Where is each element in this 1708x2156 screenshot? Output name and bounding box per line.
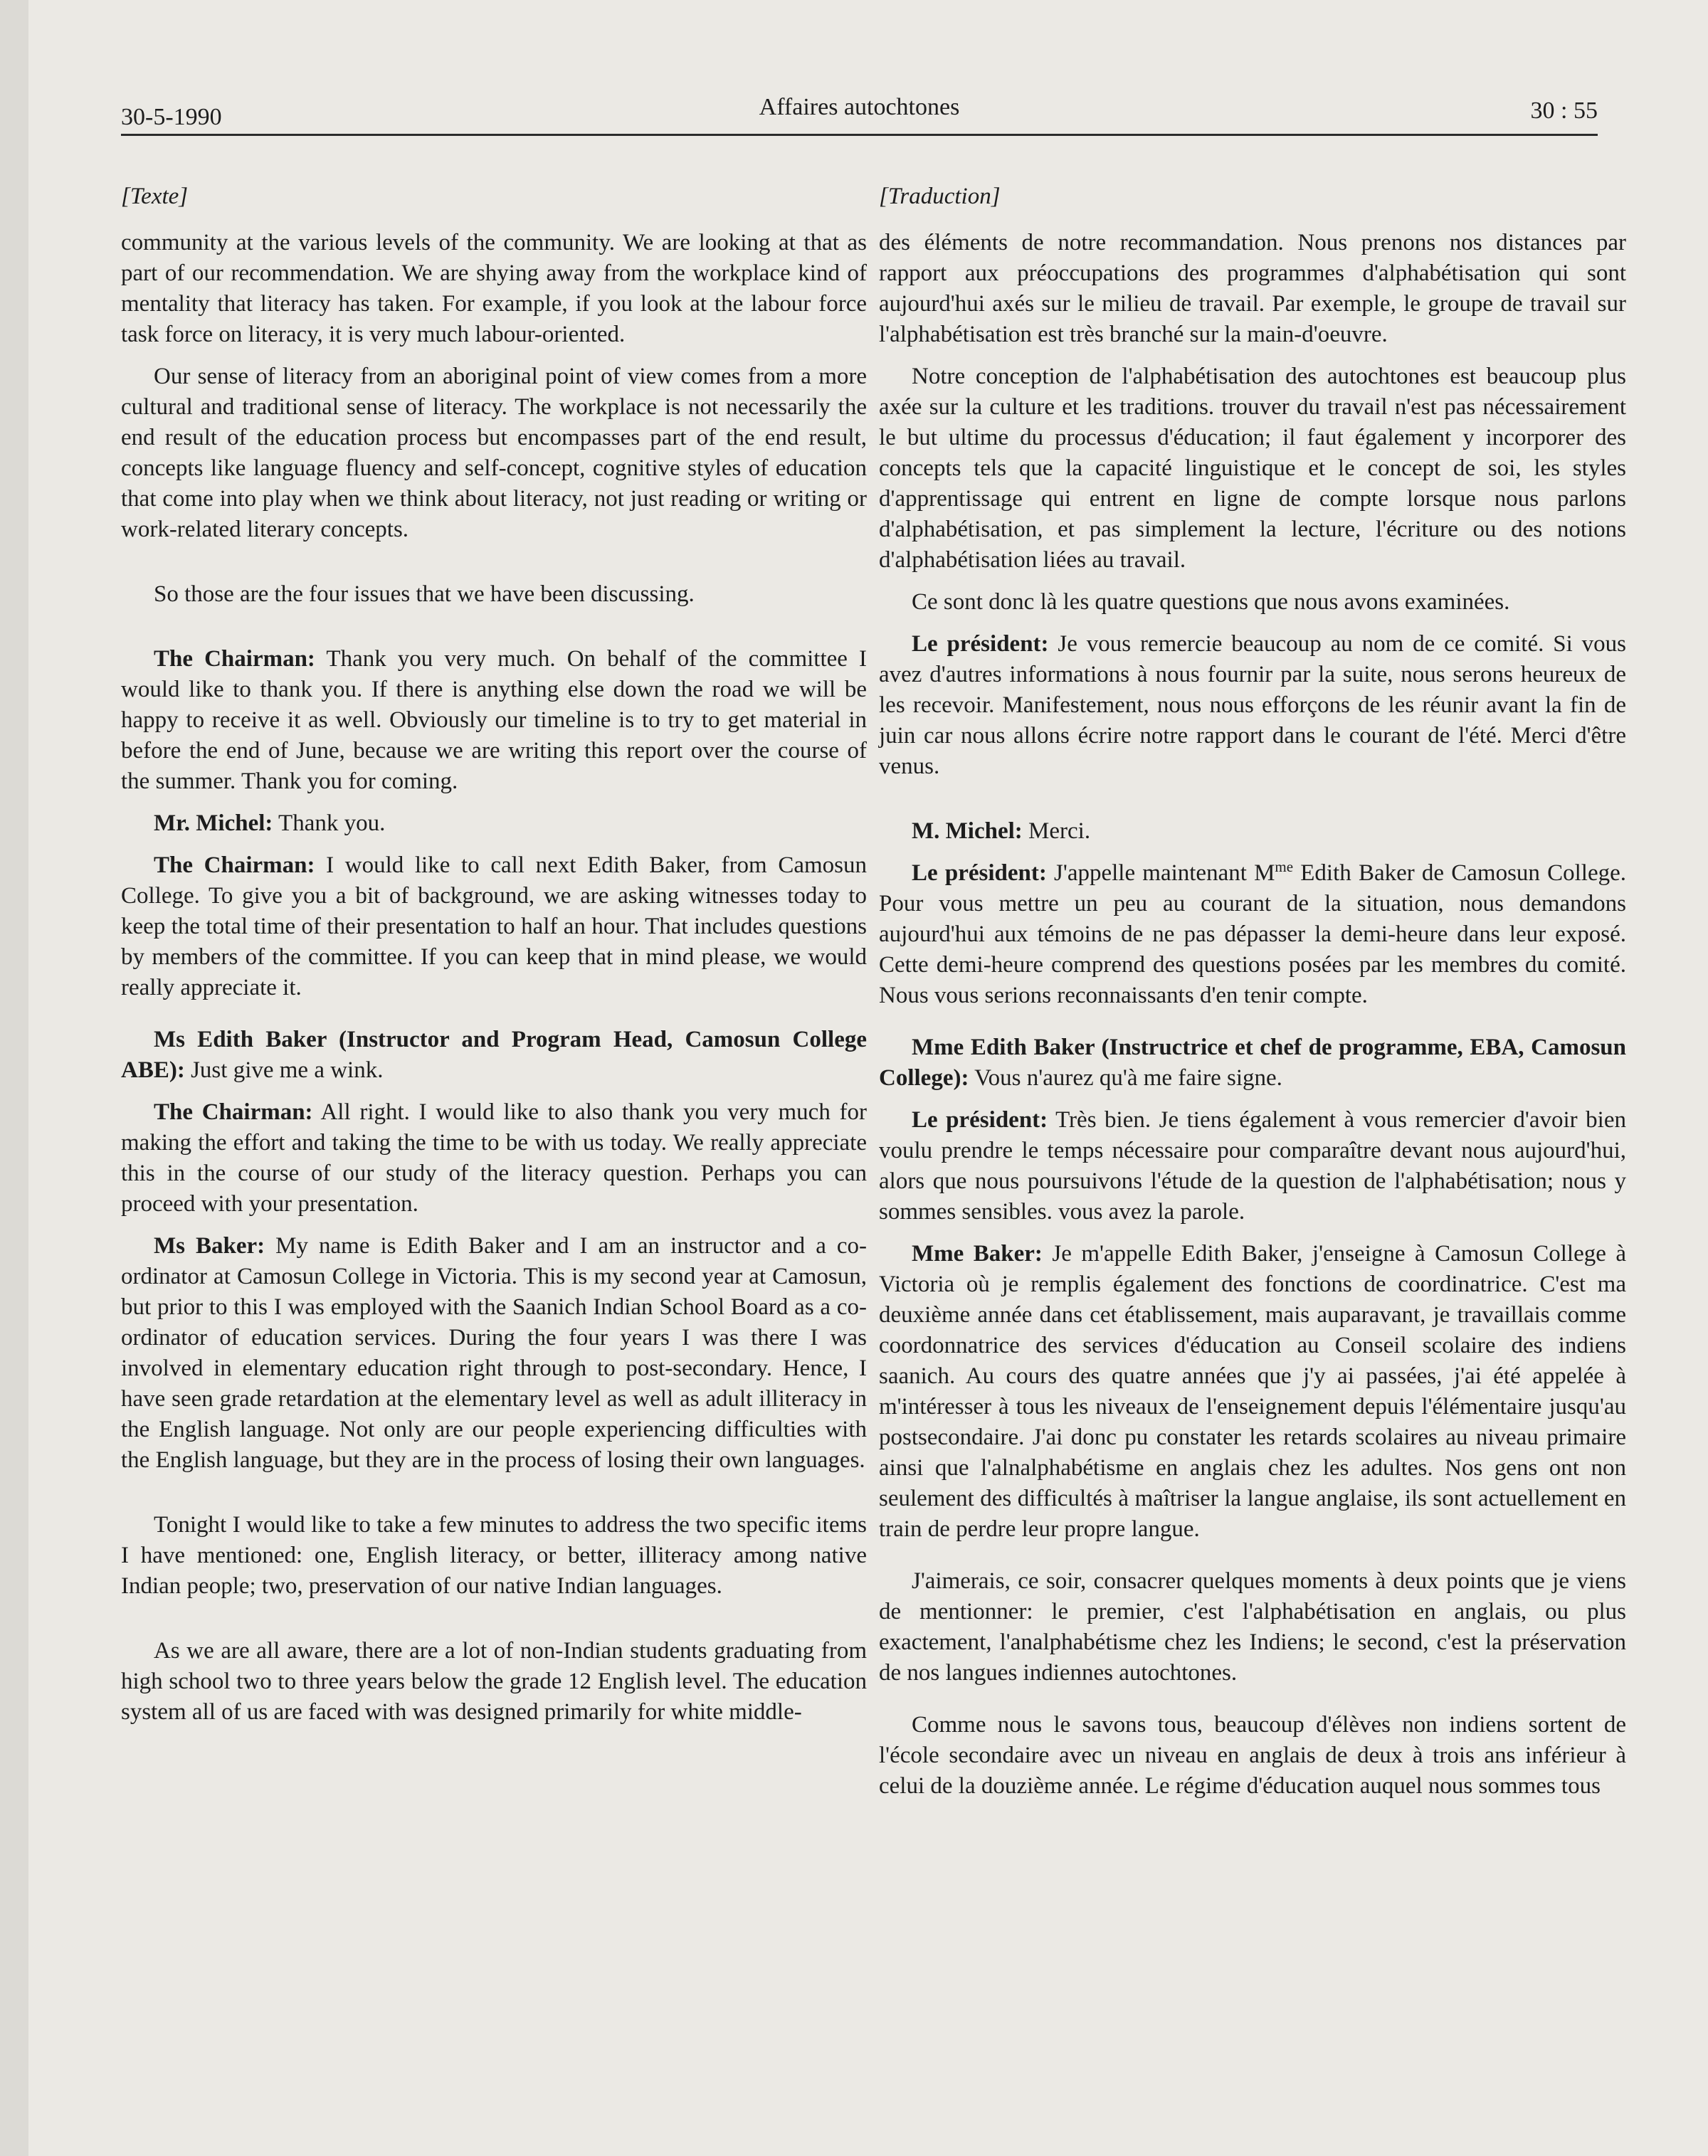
speech-text: J'appelle maintenant M — [1046, 860, 1275, 886]
speaker-name: Mme Edith Baker (Instructrice et chef de programme, EBA, Camosun College): — [879, 1035, 1626, 1091]
paragraph: Ce sont donc là les quatre questions que nous avons examinées. — [912, 589, 1510, 615]
paragraph: des éléments de notre recommandation. Nous prenons nos distances par rapport aux préoccupations des programmes d'alphabétisation qui sont aujourd'hui axés sur le milieu de travail. Par exemple, le groupe de travail sur l'alphabétisation est très branché sur la main-d'oeuvre. — [879, 230, 1626, 347]
speaker-paragraph — [121, 1025, 867, 1086]
speaker-paragraph — [879, 816, 1626, 847]
speaker-name: The Chairman: — [154, 1099, 313, 1125]
speaker-name: Mme Baker: — [912, 1241, 1043, 1267]
french-column — [879, 181, 1626, 1813]
paragraph: So those are the four issues that we have been discussing. — [154, 581, 695, 607]
speaker-paragraph — [121, 1231, 867, 1476]
speaker-paragraph — [879, 629, 1626, 782]
speaker-name: Le président: — [912, 860, 1047, 886]
speech-text: Je m'appelle Edith Baker, j'enseigne à Camosun College à Victoria où je remplis également des fonctions de coordinatrice. C'est ma deuxième année dans cet établissement, mais auparavant, je travaillais comme coordonnatrice des services d'éducation au Conseil scolaire des indiens saanich. Au cours des quatre années que j'y ai passées, j'ai été appelée à m'intéresser à tous les niveaux de l'enseignement depuis l'élémentaire jusqu'au postsecondaire. J'ai donc pu constater les retards scolaires au niveau primaire ainsi que l'alnalphabétisme en anglais chez les adultes. Nos gens ont non seulement des difficultés à maîtriser la langue anglaise, ils sont actuellement en train de perdre leur propre langue. — [879, 1241, 1626, 1542]
speech-text: I would like to call next Edith Baker, from Camosun College. To give you a bit of background, we are asking witnesses today to keep the total time of their presentation to half an hour. That includes questions by members of the committee. If you can keep that in mind please, we would really appreciate it. — [121, 852, 867, 1000]
speaker-paragraph — [879, 1239, 1626, 1545]
speaker-paragraph — [879, 1032, 1626, 1094]
speaker-paragraph — [879, 1105, 1626, 1227]
speech-text: Vous n'aurez qu'à me faire signe. — [969, 1065, 1282, 1091]
english-column — [121, 181, 867, 1739]
speaker-name: Le président: — [912, 1107, 1048, 1133]
header-date: 30-5-1990 — [121, 104, 222, 130]
speech-text: Très bien. Je tiens également à vous remercier d'avoir bien voulu prendre le temps nécessaire pour comparaître devant nous aujourd'hui, alors que nous poursuivons l'étude de la question de l'alphabétisation; nous y sommes sensibles. vous avez la parole. — [879, 1107, 1626, 1225]
speech-text: Merci. — [1022, 818, 1091, 844]
speech-text: My name is Edith Baker and I am an instructor and a co-ordinator at Camosun College in Victoria. This is my second year at Camosun, but prior to this I was employed with the Saanich Indian School Board as a co-ordinator of education services. During the four years I was there I was involved in elementary education right through to post-secondary. Hence, I have seen grade retardation at the elementary level as well as adult illiteracy in the English language. Not only are our people experiencing difficulties with the English language, but they are in the process of losing their own languages. — [121, 1233, 867, 1473]
paragraph: Comme nous le savons tous, beaucoup d'élèves non indiens sortent de l'école secondaire avec un niveau en anglais de deux à trois ans inférieur à celui de la douzième année. Le régime d'éducation auquel nous sommes tous — [879, 1712, 1626, 1799]
speech-text: Edith Baker de Camosun College. Pour vous mettre un peu au courant de la situation, nous demandons aujourd'hui aux témoins de ne pas dépasser la demi-heure dans leur exposé. Cette demi-heure comprend des questions posées par les membres du comité. Nous vous serions reconnaissants d'en tenir compte. — [879, 860, 1626, 1008]
speaker-paragraph — [879, 858, 1626, 1011]
speaker-paragraph — [121, 644, 867, 797]
paragraph: As we are all aware, there are a lot of non-Indian students graduating from high school two to three years below the grade 12 English level. The education system all of us are faced with was designed primarily for white middle- — [121, 1638, 867, 1725]
speaker-name: Ms Baker: — [154, 1233, 265, 1259]
header-rule — [121, 134, 1598, 136]
speaker-name: Ms Edith Baker (Instructor and Program Head, Camosun College ABE): — [121, 1027, 867, 1083]
speaker-paragraph — [121, 850, 867, 1003]
paragraph: Tonight I would like to take a few minutes to address the two specific items I have mentioned: one, English literacy, or better, illiteracy among native Indian people; two, preservation of our native Indian languages. — [121, 1512, 867, 1599]
superscript-me: me — [1275, 858, 1294, 875]
paragraph: Our sense of literacy from an aboriginal point of view comes from a more cultural and traditional sense of literacy. The workplace is not necessarily the end result of the education process but encompasses part of the end result, concepts like language fluency and self-concept, cognitive styles of education that come into play when we think about literacy, not just reading or writing or work-related literary concepts. — [121, 364, 867, 542]
paragraph: J'aimerais, ce soir, consacrer quelques moments à deux points que je viens de mentionner: le premier, c'est l'alphabétisation en anglais, ou plus exactement, l'analphabétisme chez les Indiens; le second, c'est la préservation de nos langues indiennes autochtones. — [879, 1568, 1626, 1686]
speech-text: Je vous remercie beaucoup au nom de ce comité. Si vous avez d'autres informations à nous fournir par la suite, nous serons heureux de les recevoir. Manifestement, nous nous efforçons de les réunir avant la fin de juin car nous allons écrire notre rapport dans le courant de l'été. Merci d'être venus. — [879, 631, 1626, 779]
page-header — [121, 94, 1598, 137]
speaker-name: The Chairman: — [154, 646, 315, 672]
speech-text: All right. I would like to also thank you very much for making the effort and taking the time to be with us today. We really appreciate this in the course of our study of the literacy question. Perhaps you can proceed with your presentation. — [121, 1099, 868, 1217]
speaker-name: M. Michel: — [912, 818, 1023, 844]
paragraph: Notre conception de l'alphabétisation des autochtones est beaucoup plus axée sur la culture et les traditions. trouver du travail n'est pas nécessairement le but ultime du processus d'éducation; il faut également y incorporer des concepts tels que la capacité linguistique et le concept de soi, les styles d'apprentissage qui entrent en ligne de compte lorsque nous parlons d'alphabétisation, et pas simplement la lecture, l'écriture ou des notions d'alphabétisation liées au travail. — [879, 364, 1626, 573]
speaker-name: The Chairman: — [154, 852, 315, 878]
speaker-name: Mr. Michel: — [154, 810, 273, 836]
header-page-number: 30 : 55 — [1530, 97, 1598, 124]
speaker-paragraph — [121, 808, 867, 839]
header-title: Affaires autochtones — [759, 94, 960, 120]
speech-text: Thank you very much. On behalf of the committee I would like to thank you. If there is anything else down the road we will be happy to receive it as well. Obviously our timeline is to try to get material in before the end of June, because we are writing this report over the course of the summer. Thank you for coming. — [121, 646, 867, 794]
speaker-name: Le président: — [912, 631, 1049, 657]
paragraph: community at the various levels of the community. We are looking at that as part of our recommendation. We are shying away from the workplace kind of mentality that literacy has taken. For example, if you look at the labour force task force on literacy, it is very much labour-oriented. — [121, 230, 867, 347]
speech-text: Thank you. — [273, 810, 386, 836]
speech-text: Just give me a wink. — [184, 1057, 384, 1083]
column-label-texte: [Texte] — [121, 184, 189, 209]
column-label-traduction: [Traduction] — [879, 184, 1001, 209]
speaker-paragraph — [121, 1097, 867, 1220]
